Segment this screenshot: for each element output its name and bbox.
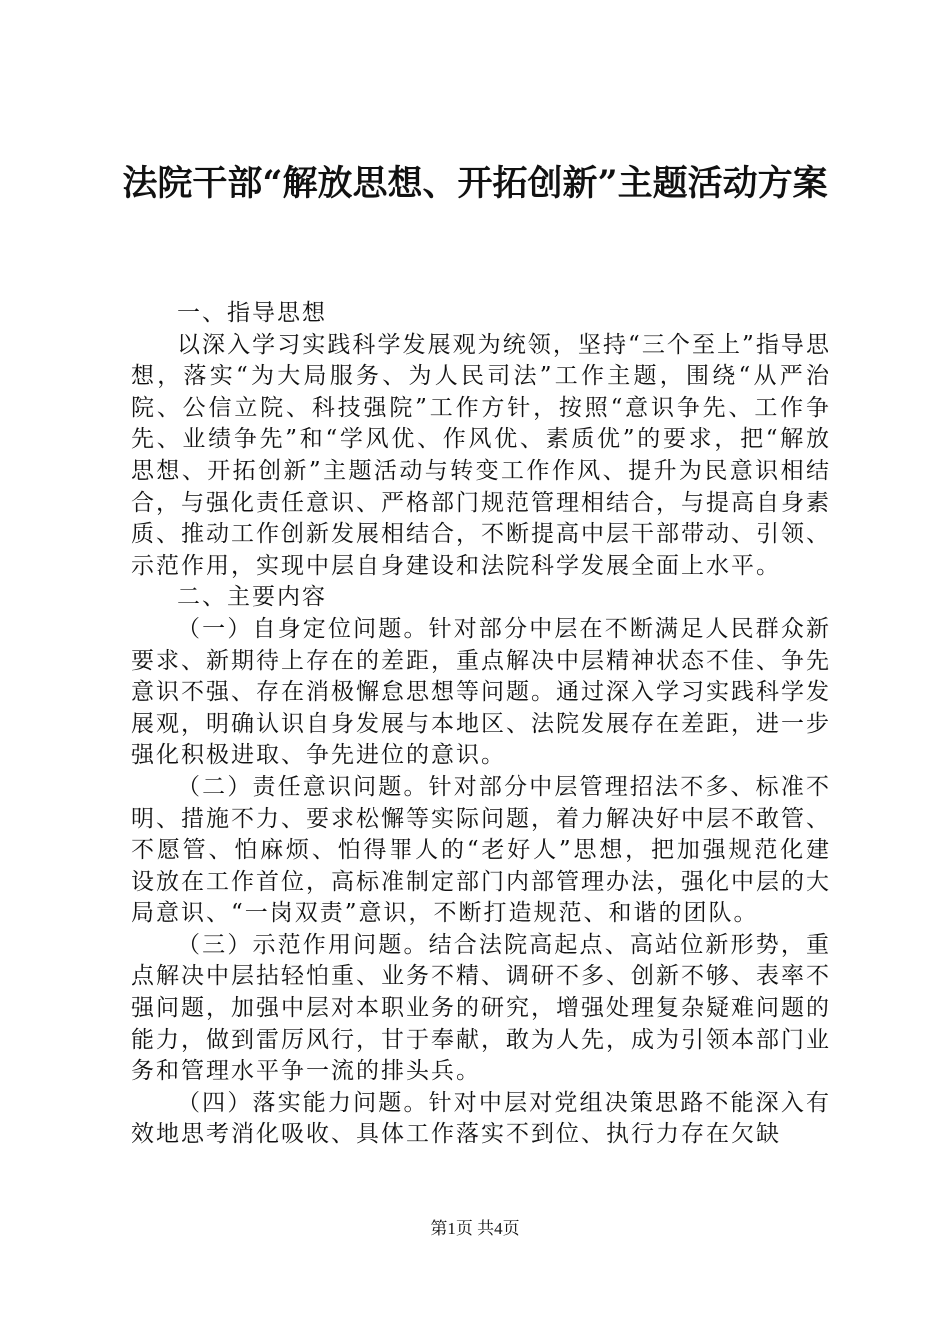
document-body [131, 298, 831, 1151]
document-title: 法院干部“解放思想、开拓创新”主题活动方案 [122, 163, 828, 204]
body-paragraph: （四）落实能力问题。针对中层对党组决策思路不能深入有效地思考消化吸收、具体工作落实不到位、执行力存在欠缺 [131, 1089, 831, 1148]
body-paragraph: （一）自身定位问题。针对部分中层在不断满足人民群众新要求、新期待上存在的差距，重点解决中层精神状态不佳、争先意识不强、存在消极懈怠思想等问题。通过深入学习实践科学发展观，明确认识自身发展与本地区、法院发展存在差距，进一步强化积极进取、争先进位的意识。 [131, 615, 831, 769]
body-paragraph: （三）示范作用问题。结合法院高起点、高站位新形势，重点解决中层拈轻怕重、业务不精、调研不多、创新不够、表率不强问题，加强中层对本职业务的研究，增强处理复杂疑难问题的能力，做到雷厉风行，甘于奉献，敢为人先，成为引领本部门业务和管理水平争一流的排头兵。 [131, 931, 831, 1085]
body-paragraph: （二）责任意识问题。针对部分中层管理招法不多、标准不明、措施不力、要求松懈等实际问题，着力解决好中层不敢管、不愿管、怕麻烦、怕得罪人的“老好人”思想，把加强规范化建设放在工作首位，高标准制定部门内部管理办法，强化中层的大局意识、“一岗双责”意识，不断打造规范、和谐的团队。 [131, 773, 831, 927]
section-heading: 二、主要内容 [177, 584, 327, 611]
page-number: 第1页 共4页 [430, 1219, 520, 1238]
body-paragraph: 以深入学习实践科学发展观为统领，坚持“三个至上”指导思想，落实“为大局服务、为人民司法”工作主题，围绕“从严治院、公信立院、科技强院”工作方针，按照“意识争先、工作争先、业绩争先”和“学风优、作风优、素质优”的要求，把“解放思想、开拓创新”主题活动与转变工作作风、提升为民意识相结合，与强化责任意识、严格部门规范管理相结合，与提高自身素质、推动工作创新发展相结合，不断提高中层干部带动、引领、示范作用，实现中层自身建设和法院科学发展全面上水平。 [131, 331, 831, 579]
section-heading: 一、指导思想 [177, 300, 327, 326]
